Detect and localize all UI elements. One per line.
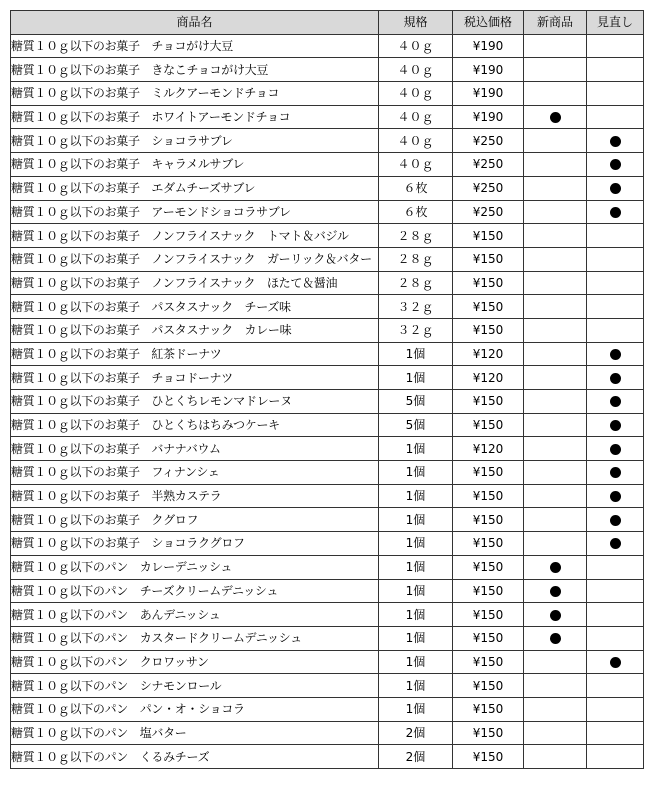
price-cell: ¥190	[453, 34, 524, 58]
spec-cell: 1個	[379, 603, 453, 627]
spec-cell: 1個	[379, 697, 453, 721]
spec-cell: ４０ｇ	[379, 58, 453, 82]
table-row	[11, 745, 644, 769]
review-cell	[587, 224, 644, 248]
price-cell: ¥150	[453, 650, 524, 674]
product-name-cell: 糖質１０ｇ以下のパン カレーデニッシュ	[11, 555, 379, 579]
price-cell: ¥190	[453, 82, 524, 106]
table-row	[11, 176, 644, 200]
price-cell: ¥150	[453, 271, 524, 295]
price-cell: ¥120	[453, 437, 524, 461]
price-cell: ¥150	[453, 295, 524, 319]
spec-cell: 1個	[379, 555, 453, 579]
product-name-cell: 糖質１０ｇ以下のお菓子 ショコラサブレ	[11, 129, 379, 153]
product-table	[10, 10, 644, 769]
spec-cell: ４０ｇ	[379, 34, 453, 58]
new-product-cell	[524, 271, 587, 295]
table-row	[11, 721, 644, 745]
review-cell	[587, 437, 644, 461]
new-product-cell	[524, 105, 587, 129]
spec-cell: ２８ｇ	[379, 247, 453, 271]
new-product-mark-icon	[550, 610, 561, 621]
table-row	[11, 105, 644, 129]
spec-cell: 1個	[379, 437, 453, 461]
spec-cell: 1個	[379, 674, 453, 698]
spec-cell: ４０ｇ	[379, 82, 453, 106]
review-cell	[587, 745, 644, 769]
spec-cell: 5個	[379, 390, 453, 414]
review-mark-icon	[610, 420, 621, 431]
spec-cell: ３２ｇ	[379, 318, 453, 342]
product-name-cell: 糖質１０ｇ以下のお菓子 ショコラクグロフ	[11, 532, 379, 556]
table-row	[11, 532, 644, 556]
new-product-cell	[524, 129, 587, 153]
spec-cell: 1個	[379, 461, 453, 485]
review-mark-icon	[610, 491, 621, 502]
review-cell	[587, 82, 644, 106]
table-row	[11, 153, 644, 177]
price-cell: ¥150	[453, 484, 524, 508]
header-spec: 規格	[379, 11, 453, 35]
product-name-cell: 糖質１０ｇ以下のお菓子 ノンフライスナック ほたて＆醤油	[11, 271, 379, 295]
review-mark-icon	[610, 467, 621, 478]
spec-cell: ４０ｇ	[379, 105, 453, 129]
review-mark-icon	[610, 349, 621, 360]
price-cell: ¥150	[453, 555, 524, 579]
spec-cell: 1個	[379, 342, 453, 366]
review-cell	[587, 461, 644, 485]
price-cell: ¥150	[453, 674, 524, 698]
new-product-cell	[524, 626, 587, 650]
review-mark-icon	[610, 444, 621, 455]
review-cell	[587, 153, 644, 177]
price-cell: ¥150	[453, 247, 524, 271]
new-product-cell	[524, 697, 587, 721]
table-row	[11, 508, 644, 532]
new-product-cell	[524, 603, 587, 627]
new-product-cell	[524, 366, 587, 390]
new-product-cell	[524, 745, 587, 769]
table-row	[11, 247, 644, 271]
review-cell	[587, 247, 644, 271]
review-cell	[587, 390, 644, 414]
header-review: 見直し	[587, 11, 644, 35]
review-mark-icon	[610, 373, 621, 384]
review-mark-icon	[610, 136, 621, 147]
product-name-cell: 糖質１０ｇ以下のお菓子 紅茶ドーナツ	[11, 342, 379, 366]
new-product-cell	[524, 342, 587, 366]
product-name-cell: 糖質１０ｇ以下のパン パン・オ・ショコラ	[11, 697, 379, 721]
review-cell	[587, 508, 644, 532]
product-name-cell: 糖質１０ｇ以下のお菓子 チョコがけ大豆	[11, 34, 379, 58]
review-cell	[587, 555, 644, 579]
new-product-cell	[524, 721, 587, 745]
product-name-cell: 糖質１０ｇ以下のパン クロワッサン	[11, 650, 379, 674]
review-mark-icon	[610, 538, 621, 549]
price-cell: ¥150	[453, 461, 524, 485]
price-cell: ¥150	[453, 626, 524, 650]
new-product-mark-icon	[550, 562, 561, 573]
table-row	[11, 626, 644, 650]
spec-cell: ４０ｇ	[379, 129, 453, 153]
table-row	[11, 579, 644, 603]
new-product-cell	[524, 153, 587, 177]
review-cell	[587, 366, 644, 390]
review-cell	[587, 532, 644, 556]
review-cell	[587, 105, 644, 129]
review-cell	[587, 603, 644, 627]
product-name-cell: 糖質１０ｇ以下のお菓子 バナナバウム	[11, 437, 379, 461]
new-product-cell	[524, 82, 587, 106]
product-name-cell: 糖質１０ｇ以下のお菓子 チョコドーナツ	[11, 366, 379, 390]
price-cell: ¥250	[453, 129, 524, 153]
product-name-cell: 糖質１０ｇ以下のお菓子 ノンフライスナック トマト＆バジル	[11, 224, 379, 248]
table-row	[11, 224, 644, 248]
price-cell: ¥250	[453, 200, 524, 224]
table-row	[11, 674, 644, 698]
price-cell: ¥190	[453, 105, 524, 129]
review-cell	[587, 413, 644, 437]
product-name-cell: 糖質１０ｇ以下のパン チーズクリームデニッシュ	[11, 579, 379, 603]
new-product-cell	[524, 224, 587, 248]
new-product-cell	[524, 461, 587, 485]
new-product-cell	[524, 555, 587, 579]
spec-cell: ６枚	[379, 200, 453, 224]
spec-cell: 5個	[379, 413, 453, 437]
spec-cell: ６枚	[379, 176, 453, 200]
header-row	[11, 11, 644, 35]
table-row	[11, 484, 644, 508]
new-product-cell	[524, 318, 587, 342]
product-name-cell: 糖質１０ｇ以下のパン カスタードクリームデニッシュ	[11, 626, 379, 650]
product-name-cell: 糖質１０ｇ以下のパン くるみチーズ	[11, 745, 379, 769]
review-cell	[587, 484, 644, 508]
header-product-name: 商品名	[11, 11, 379, 35]
header-new-product: 新商品	[524, 11, 587, 35]
review-cell	[587, 129, 644, 153]
new-product-cell	[524, 484, 587, 508]
new-product-cell	[524, 508, 587, 532]
table-row	[11, 295, 644, 319]
review-cell	[587, 200, 644, 224]
table-row	[11, 603, 644, 627]
product-name-cell: 糖質１０ｇ以下のお菓子 きなこチョコがけ大豆	[11, 58, 379, 82]
new-product-mark-icon	[550, 586, 561, 597]
review-cell	[587, 697, 644, 721]
spec-cell: ２８ｇ	[379, 271, 453, 295]
table-body	[11, 34, 644, 768]
price-cell: ¥150	[453, 697, 524, 721]
price-cell: ¥150	[453, 603, 524, 627]
product-name-cell: 糖質１０ｇ以下のお菓子 パスタスナック カレー味	[11, 318, 379, 342]
review-cell	[587, 318, 644, 342]
new-product-cell	[524, 34, 587, 58]
review-cell	[587, 342, 644, 366]
price-cell: ¥150	[453, 413, 524, 437]
product-name-cell: 糖質１０ｇ以下のお菓子 クグロフ	[11, 508, 379, 532]
review-cell	[587, 674, 644, 698]
product-name-cell: 糖質１０ｇ以下のお菓子 ミルクアーモンドチョコ	[11, 82, 379, 106]
product-name-cell: 糖質１０ｇ以下のお菓子 フィナンシェ	[11, 461, 379, 485]
spec-cell: 1個	[379, 484, 453, 508]
product-name-cell: 糖質１０ｇ以下のパン シナモンロール	[11, 674, 379, 698]
product-name-cell: 糖質１０ｇ以下のお菓子 ホワイトアーモンドチョコ	[11, 105, 379, 129]
table-row	[11, 342, 644, 366]
new-product-cell	[524, 390, 587, 414]
review-cell	[587, 176, 644, 200]
product-name-cell: 糖質１０ｇ以下のお菓子 ノンフライスナック ガーリック＆バター	[11, 247, 379, 271]
price-cell: ¥150	[453, 532, 524, 556]
table-row	[11, 461, 644, 485]
table-row	[11, 82, 644, 106]
price-cell: ¥150	[453, 318, 524, 342]
product-name-cell: 糖質１０ｇ以下のお菓子 ひとくちレモンマドレーヌ	[11, 390, 379, 414]
review-cell	[587, 579, 644, 603]
review-cell	[587, 295, 644, 319]
table-row	[11, 271, 644, 295]
review-cell	[587, 34, 644, 58]
spec-cell: 1個	[379, 532, 453, 556]
table-row	[11, 366, 644, 390]
spec-cell: 2個	[379, 745, 453, 769]
price-cell: ¥150	[453, 224, 524, 248]
table-row	[11, 650, 644, 674]
price-cell: ¥250	[453, 176, 524, 200]
spec-cell: ２８ｇ	[379, 224, 453, 248]
new-product-cell	[524, 295, 587, 319]
product-name-cell: 糖質１０ｇ以下のお菓子 パスタスナック チーズ味	[11, 295, 379, 319]
price-cell: ¥120	[453, 366, 524, 390]
spec-cell: 1個	[379, 579, 453, 603]
product-name-cell: 糖質１０ｇ以下のお菓子 エダムチーズサブレ	[11, 176, 379, 200]
spec-cell: 1個	[379, 650, 453, 674]
table-row	[11, 697, 644, 721]
product-name-cell: 糖質１０ｇ以下のお菓子 アーモンドショコラサブレ	[11, 200, 379, 224]
new-product-cell	[524, 674, 587, 698]
new-product-cell	[524, 58, 587, 82]
new-product-cell	[524, 413, 587, 437]
spec-cell: ３２ｇ	[379, 295, 453, 319]
price-cell: ¥120	[453, 342, 524, 366]
price-cell: ¥150	[453, 390, 524, 414]
product-name-cell: 糖質１０ｇ以下のお菓子 ひとくちはちみつケーキ	[11, 413, 379, 437]
new-product-cell	[524, 437, 587, 461]
new-product-mark-icon	[550, 633, 561, 644]
table-row	[11, 129, 644, 153]
review-cell	[587, 650, 644, 674]
spec-cell: 1個	[379, 508, 453, 532]
review-mark-icon	[610, 657, 621, 668]
price-cell: ¥150	[453, 745, 524, 769]
product-name-cell: 糖質１０ｇ以下のパン あんデニッシュ	[11, 603, 379, 627]
price-cell: ¥190	[453, 58, 524, 82]
review-cell	[587, 721, 644, 745]
new-product-mark-icon	[550, 112, 561, 123]
table-row	[11, 555, 644, 579]
table-row	[11, 437, 644, 461]
review-mark-icon	[610, 396, 621, 407]
price-cell: ¥150	[453, 579, 524, 603]
table-row	[11, 200, 644, 224]
table-row	[11, 413, 644, 437]
spec-cell: 1個	[379, 626, 453, 650]
header-price: 税込価格	[453, 11, 524, 35]
product-name-cell: 糖質１０ｇ以下のお菓子 キャラメルサブレ	[11, 153, 379, 177]
table-row	[11, 34, 644, 58]
new-product-cell	[524, 532, 587, 556]
table-row	[11, 58, 644, 82]
spec-cell: 2個	[379, 721, 453, 745]
review-cell	[587, 626, 644, 650]
review-mark-icon	[610, 159, 621, 170]
spec-cell: 1個	[379, 366, 453, 390]
review-cell	[587, 271, 644, 295]
price-cell: ¥150	[453, 508, 524, 532]
new-product-cell	[524, 247, 587, 271]
price-cell: ¥150	[453, 721, 524, 745]
table-row	[11, 318, 644, 342]
new-product-cell	[524, 579, 587, 603]
spec-cell: ４０ｇ	[379, 153, 453, 177]
product-name-cell: 糖質１０ｇ以下のお菓子 半熟カステラ	[11, 484, 379, 508]
review-cell	[587, 58, 644, 82]
table-row	[11, 390, 644, 414]
review-mark-icon	[610, 515, 621, 526]
product-name-cell: 糖質１０ｇ以下のパン 塩バター	[11, 721, 379, 745]
new-product-cell	[524, 176, 587, 200]
review-mark-icon	[610, 207, 621, 218]
review-mark-icon	[610, 183, 621, 194]
price-cell: ¥250	[453, 153, 524, 177]
new-product-cell	[524, 200, 587, 224]
new-product-cell	[524, 650, 587, 674]
